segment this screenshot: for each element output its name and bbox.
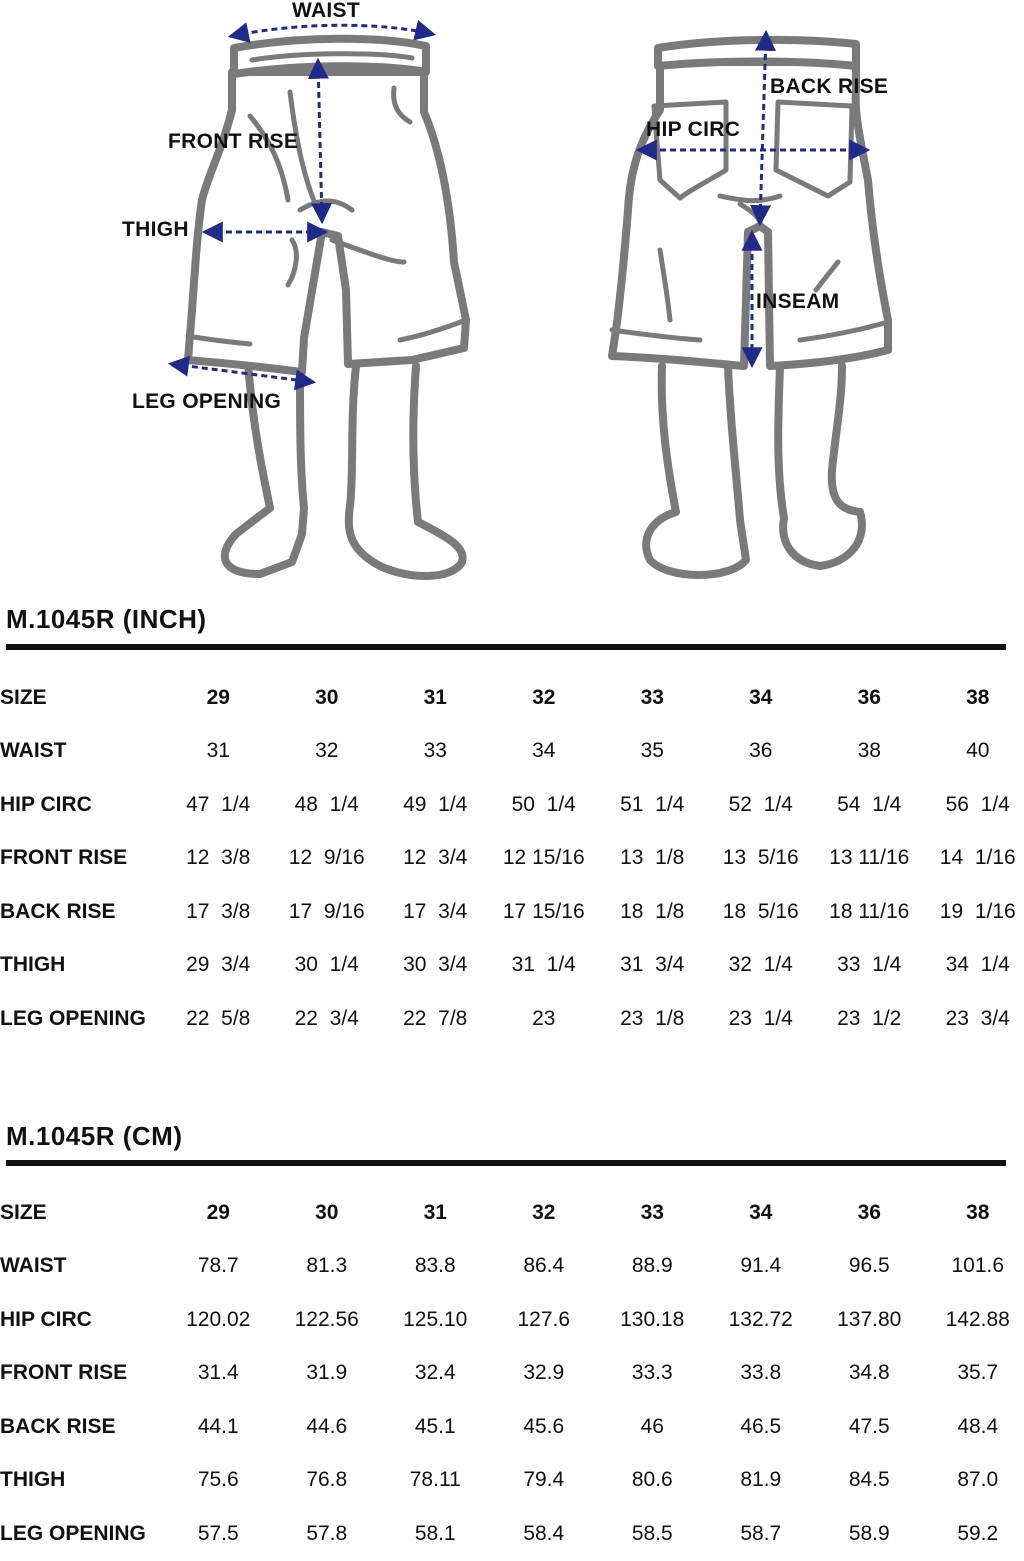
measurement-value: 33.8 bbox=[707, 1347, 816, 1401]
measurement-value: 58.9 bbox=[815, 1507, 924, 1561]
measurement-value: 81.3 bbox=[273, 1240, 382, 1294]
measurement-value: 81.9 bbox=[707, 1454, 816, 1508]
measurement-value: 17 3/4 bbox=[381, 885, 490, 939]
measurement-value: 32 1/4 bbox=[707, 939, 816, 993]
measurement-row bbox=[0, 1507, 1024, 1561]
measurement-value: 23 1/4 bbox=[707, 992, 816, 1046]
measurement-label: BACK RISE bbox=[0, 1400, 164, 1454]
size-header-cell: 29 bbox=[164, 1186, 273, 1240]
cm-table-divider bbox=[6, 1160, 1006, 1166]
measurement-label: FRONT RISE bbox=[0, 1347, 164, 1401]
size-header-label: SIZE bbox=[0, 671, 164, 725]
measurement-value: 78.7 bbox=[164, 1240, 273, 1294]
measurement-row bbox=[0, 1347, 1024, 1401]
measurement-label: HIP CIRC bbox=[0, 778, 164, 832]
measurement-value: 12 3/4 bbox=[381, 832, 490, 886]
size-header-cell: 29 bbox=[164, 671, 273, 725]
measurement-value: 57.8 bbox=[273, 1507, 382, 1561]
measurement-value: 18 11/16 bbox=[815, 885, 924, 939]
measurement-row bbox=[0, 1293, 1024, 1347]
measurement-value: 78.11 bbox=[381, 1454, 490, 1508]
measurement-value: 22 3/4 bbox=[273, 992, 382, 1046]
measurement-value: 30 3/4 bbox=[381, 939, 490, 993]
inch-table-body bbox=[0, 671, 1024, 1046]
measurement-value: 122.56 bbox=[273, 1293, 382, 1347]
cm-size-table bbox=[0, 1186, 1024, 1561]
measurement-value: 45.6 bbox=[490, 1400, 599, 1454]
measurement-value: 50 1/4 bbox=[490, 778, 599, 832]
measurement-value: 22 7/8 bbox=[381, 992, 490, 1046]
measurement-value: 59.2 bbox=[924, 1507, 1024, 1561]
front-view-figure bbox=[188, 39, 466, 576]
size-header-cell: 36 bbox=[815, 1186, 924, 1240]
measurement-value: 18 5/16 bbox=[707, 885, 816, 939]
measurement-value: 49 1/4 bbox=[381, 778, 490, 832]
measurement-value: 31.9 bbox=[273, 1347, 382, 1401]
measurement-value: 75.6 bbox=[164, 1454, 273, 1508]
measurement-value: 57.5 bbox=[164, 1507, 273, 1561]
measurement-value: 23 1/2 bbox=[815, 992, 924, 1046]
shorts-measurement-diagram bbox=[0, 0, 1024, 600]
measurement-row bbox=[0, 725, 1024, 779]
measurement-value: 58.5 bbox=[598, 1507, 707, 1561]
measurement-value: 35 bbox=[598, 725, 707, 779]
measurement-value: 17 9/16 bbox=[273, 885, 382, 939]
measurement-row bbox=[0, 832, 1024, 886]
measurement-value: 52 1/4 bbox=[707, 778, 816, 832]
measurement-value: 31 3/4 bbox=[598, 939, 707, 993]
measurement-value: 12 15/16 bbox=[490, 832, 599, 886]
size-header-cell: 38 bbox=[924, 671, 1024, 725]
measurement-value: 13 5/16 bbox=[707, 832, 816, 886]
back-rise-label: BACK RISE bbox=[770, 75, 888, 98]
measurement-value: 132.72 bbox=[707, 1293, 816, 1347]
measurement-value: 84.5 bbox=[815, 1454, 924, 1508]
cm-table-body bbox=[0, 1186, 1024, 1561]
measurement-value: 46.5 bbox=[707, 1400, 816, 1454]
measurement-value: 23 bbox=[490, 992, 599, 1046]
measurement-value: 51 1/4 bbox=[598, 778, 707, 832]
measurement-value: 86.4 bbox=[490, 1240, 599, 1294]
measurement-value: 13 1/8 bbox=[598, 832, 707, 886]
measurement-label: LEG OPENING bbox=[0, 1507, 164, 1561]
measurement-value: 32.9 bbox=[490, 1347, 599, 1401]
measurement-value: 34 bbox=[490, 725, 599, 779]
measurement-label: THIGH bbox=[0, 1454, 164, 1508]
measurement-value: 17 3/8 bbox=[164, 885, 273, 939]
measurement-value: 83.8 bbox=[381, 1240, 490, 1294]
measurement-row bbox=[0, 1400, 1024, 1454]
measurement-value: 19 1/16 bbox=[924, 885, 1024, 939]
measurement-value: 13 11/16 bbox=[815, 832, 924, 886]
size-header-cell: 36 bbox=[815, 671, 924, 725]
measurement-value: 38 bbox=[815, 725, 924, 779]
measurement-value: 17 15/16 bbox=[490, 885, 599, 939]
measurement-value: 12 3/8 bbox=[164, 832, 273, 886]
measurement-value: 91.4 bbox=[707, 1240, 816, 1294]
inseam-label: INSEAM bbox=[756, 290, 839, 313]
measurement-value: 45.1 bbox=[381, 1400, 490, 1454]
inch-table-title: M.1045R (INCH) bbox=[6, 604, 207, 635]
measurement-label: BACK RISE bbox=[0, 885, 164, 939]
size-header-cell: 30 bbox=[273, 671, 382, 725]
size-header-cell: 31 bbox=[381, 1186, 490, 1240]
measurement-value: 18 1/8 bbox=[598, 885, 707, 939]
measurement-value: 47.5 bbox=[815, 1400, 924, 1454]
measurement-value: 35.7 bbox=[924, 1347, 1024, 1401]
measurement-row bbox=[0, 778, 1024, 832]
measurement-value: 127.6 bbox=[490, 1293, 599, 1347]
measurement-value: 76.8 bbox=[273, 1454, 382, 1508]
size-header-cell: 32 bbox=[490, 671, 599, 725]
measurement-value: 23 3/4 bbox=[924, 992, 1024, 1046]
measurement-value: 29 3/4 bbox=[164, 939, 273, 993]
measurement-value: 58.1 bbox=[381, 1507, 490, 1561]
size-header-cell: 34 bbox=[707, 1186, 816, 1240]
measurement-label: WAIST bbox=[0, 725, 164, 779]
measurement-value: 44.6 bbox=[273, 1400, 382, 1454]
measurement-value: 31.4 bbox=[164, 1347, 273, 1401]
size-header-row bbox=[0, 1186, 1024, 1240]
measurement-value: 47 1/4 bbox=[164, 778, 273, 832]
measurement-label: HIP CIRC bbox=[0, 1293, 164, 1347]
measurement-value: 31 1/4 bbox=[490, 939, 599, 993]
hip-circ-label: HIP CIRC bbox=[646, 118, 740, 141]
measurement-value: 58.4 bbox=[490, 1507, 599, 1561]
measurement-value: 54 1/4 bbox=[815, 778, 924, 832]
measurement-value: 33 1/4 bbox=[815, 939, 924, 993]
measurement-label: THIGH bbox=[0, 939, 164, 993]
measurement-label: WAIST bbox=[0, 1240, 164, 1294]
measurement-value: 33 bbox=[381, 725, 490, 779]
measurement-value: 46 bbox=[598, 1400, 707, 1454]
size-header-cell: 33 bbox=[598, 1186, 707, 1240]
size-header-cell: 30 bbox=[273, 1186, 382, 1240]
size-header-cell: 32 bbox=[490, 1186, 599, 1240]
size-header-cell: 31 bbox=[381, 671, 490, 725]
size-header-row bbox=[0, 671, 1024, 725]
measurement-value: 44.1 bbox=[164, 1400, 273, 1454]
measurement-value: 48 1/4 bbox=[273, 778, 382, 832]
measurement-value: 12 9/16 bbox=[273, 832, 382, 886]
measurement-value: 34.8 bbox=[815, 1347, 924, 1401]
leg-opening-label: LEG OPENING bbox=[132, 390, 281, 413]
measurement-value: 32.4 bbox=[381, 1347, 490, 1401]
measurement-row bbox=[0, 939, 1024, 993]
measurement-label: FRONT RISE bbox=[0, 832, 164, 886]
measurement-row bbox=[0, 1240, 1024, 1294]
inch-table-divider bbox=[6, 644, 1006, 650]
size-header-label: SIZE bbox=[0, 1186, 164, 1240]
measurement-row bbox=[0, 1454, 1024, 1508]
measurement-value: 130.18 bbox=[598, 1293, 707, 1347]
measurement-value: 87.0 bbox=[924, 1454, 1024, 1508]
waist-label: WAIST bbox=[292, 0, 360, 22]
waist-arrow bbox=[232, 25, 432, 36]
measurement-value: 33.3 bbox=[598, 1347, 707, 1401]
measurement-row bbox=[0, 992, 1024, 1046]
measurement-value: 30 1/4 bbox=[273, 939, 382, 993]
measurement-value: 142.88 bbox=[924, 1293, 1024, 1347]
measurement-value: 40 bbox=[924, 725, 1024, 779]
thigh-label: THIGH bbox=[122, 218, 189, 241]
measurement-value: 137.80 bbox=[815, 1293, 924, 1347]
measurement-value: 88.9 bbox=[598, 1240, 707, 1294]
size-header-cell: 34 bbox=[707, 671, 816, 725]
measurement-value: 58.7 bbox=[707, 1507, 816, 1561]
measurement-value: 34 1/4 bbox=[924, 939, 1024, 993]
measurement-value: 79.4 bbox=[490, 1454, 599, 1508]
measurement-value: 80.6 bbox=[598, 1454, 707, 1508]
measurement-value: 22 5/8 bbox=[164, 992, 273, 1046]
measurement-value: 120.02 bbox=[164, 1293, 273, 1347]
measurement-value: 32 bbox=[273, 725, 382, 779]
measurement-value: 48.4 bbox=[924, 1400, 1024, 1454]
cm-table-title: M.1045R (CM) bbox=[6, 1121, 182, 1152]
measurement-value: 96.5 bbox=[815, 1240, 924, 1294]
measurement-value: 36 bbox=[707, 725, 816, 779]
measurement-value: 101.6 bbox=[924, 1240, 1024, 1294]
front-rise-label: FRONT RISE bbox=[168, 130, 298, 153]
measurement-value: 14 1/16 bbox=[924, 832, 1024, 886]
measurement-label: LEG OPENING bbox=[0, 992, 164, 1046]
size-header-cell: 33 bbox=[598, 671, 707, 725]
size-header-cell: 38 bbox=[924, 1186, 1024, 1240]
measurement-value: 23 1/8 bbox=[598, 992, 707, 1046]
measurement-value: 56 1/4 bbox=[924, 778, 1024, 832]
inch-size-table bbox=[0, 671, 1024, 1046]
measurement-value: 31 bbox=[164, 725, 273, 779]
measurement-value: 125.10 bbox=[381, 1293, 490, 1347]
measurement-row bbox=[0, 885, 1024, 939]
